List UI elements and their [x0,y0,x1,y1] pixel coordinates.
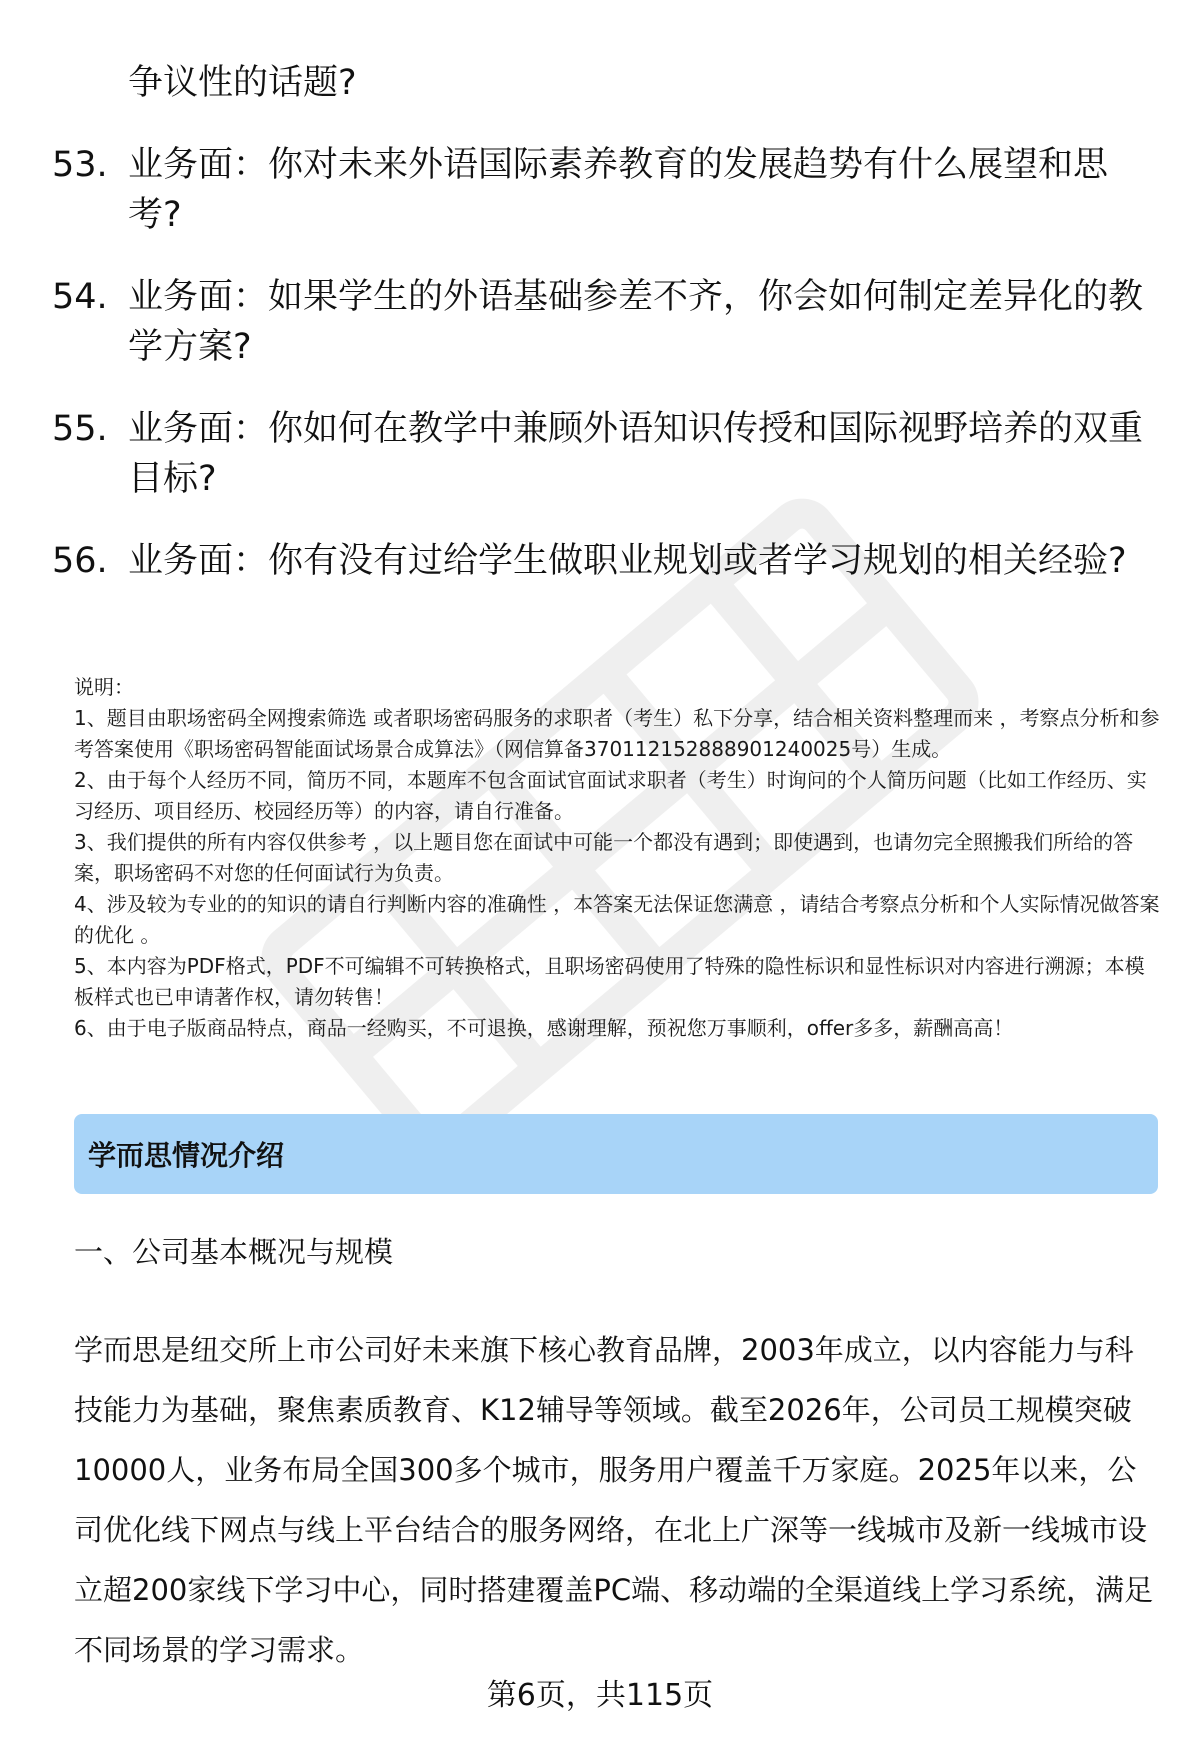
intro-paragraph: 学而思是纽交所上市公司好未来旗下核心教育品牌，2003年成立，以内容能力与科技能力为基础，聚焦素质教育、K12辅导等领域。截至2026年，公司员工规模突破10000人，业务布局全国300多个城市，服务用户覆盖千万家庭。2025年以来，公司优化线下网点与线上平台结合的服务网络，在北上广深等一线城市及新一线城市设立超200家线下学习中心，同时搭建覆盖PC端、移动端的全渠道线上学习系统，满足不同场景的学习需求。 [74,1333,1154,1667]
question-item [52,58,1152,108]
note-item: 6、由于电子版商品特点，商品一经购买，不可退换，感谢理解，预祝您万事顺利，offer多多，薪酬高高！ [74,1016,1014,1040]
page-number: 第6页，共115页 [486,1678,714,1713]
note-item: 1、题目由职场密码全网搜索筛选 或者职场密码服务的求职者（考生）私下分享，结合相关资料整理而来 ，考察点分析和参考答案使用《职场密码智能面试场景合成算法》（网信算备370112152888901240025号）生成。 [74,706,1160,761]
question-text: 业务面：你有没有过给学生做职业规划或者学习规划的相关经验? [128,541,1127,581]
question-number: 53. [52,145,108,185]
question-text: 业务面：你如何在教学中兼顾外语知识传授和国际视野培养的双重目标? [128,409,1144,499]
question-text: 业务面：如果学生的外语基础参差不齐，你会如何制定差异化的教学方案? [128,277,1144,367]
question-number: 55. [52,409,108,449]
note-item: 5、本内容为PDF格式，PDF不可编辑不可转换格式，且职场密码使用了特殊的隐性标识和显性标识对内容进行溯源；本模板样式也已申请著作权，请勿转售！ [74,954,1145,1009]
banner-title: 学而思情况介绍 [88,1139,285,1172]
note-item: 3、我们提供的所有内容仅供参考 ，以上题目您在面试中可能一个都没有遇到；即使遇到，也请勿完全照搬我们所给的答案，职场密码不对您的任何面试行为负责。 [74,830,1134,885]
note-item: 4、涉及较为专业的的知识的请自行判断内容的准确性 ，本答案无法保证您满意 ，请结合考察点分析和个人实际情况做答案的优化 。 [74,892,1160,947]
section-heading: 一、公司基本概况与规模 [74,1235,394,1269]
note-item: 2、由于每个人经历不同，简历不同，本题库不包含面试官面试求职者（考生）时询问的个人简历问题（比如工作经历、实习经历、项目经历、校园经历等）的内容，请自行准备。 [74,768,1147,823]
question-number: 56. [52,541,108,581]
question-text: 业务面：你对未来外语国际素养教育的发展趋势有什么展望和思考? [128,145,1109,235]
question-text: 争议性的话题? [128,63,357,103]
notes-block [74,672,1160,1044]
question-item [52,536,1152,586]
question-item [52,404,1152,504]
notes-title: 说明： [74,675,134,699]
question-list [52,58,1152,586]
question-item [52,272,1152,372]
section-banner [74,1114,1158,1194]
question-number: 54. [52,277,108,317]
question-item [52,140,1152,240]
